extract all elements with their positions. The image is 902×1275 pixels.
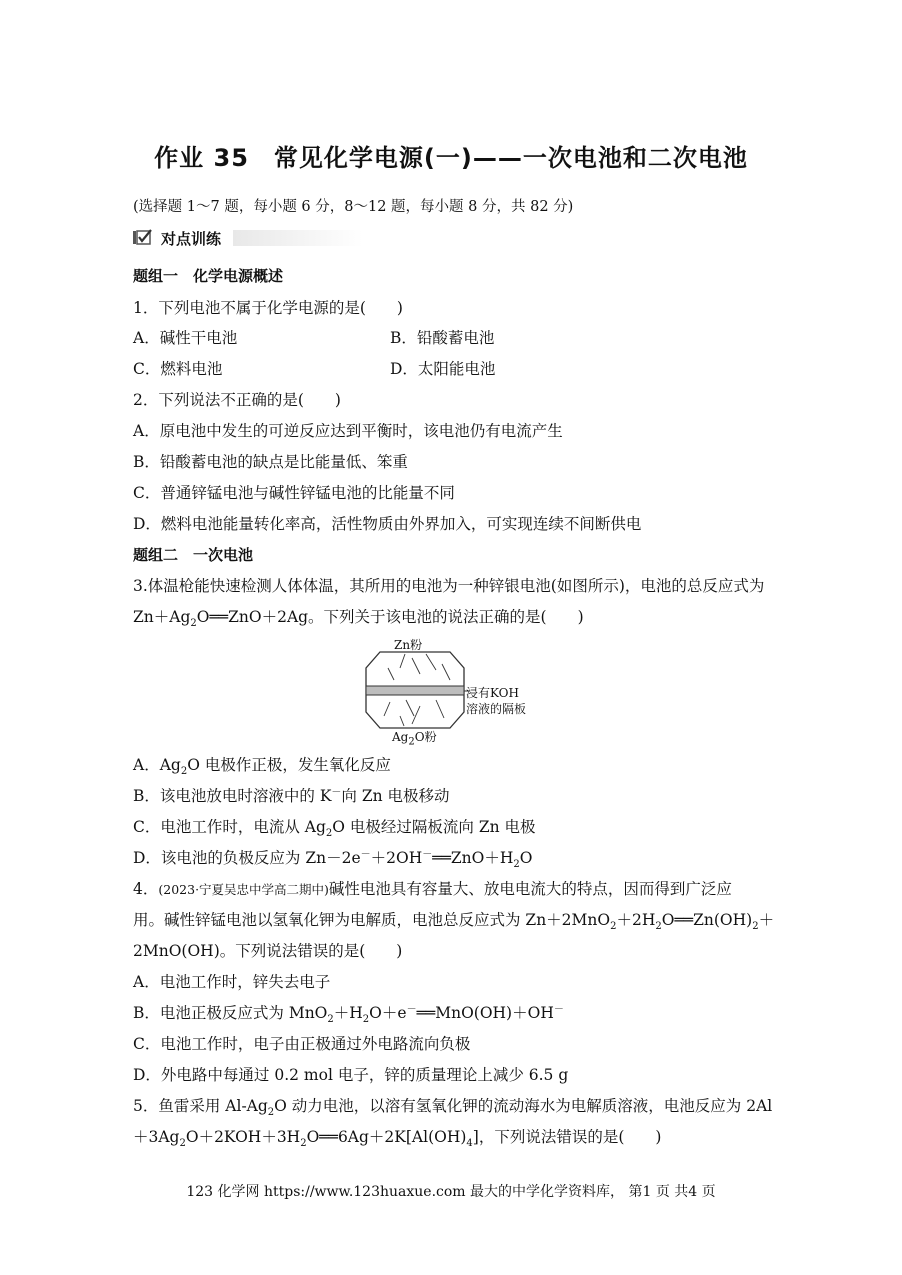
page-title: 作业 35 常见化学电源(一)——一次电池和二次电池 [154, 144, 748, 172]
q3-option-d: D．该电池的负极反应为 $Zn-2e^-+2OH^-══ZnO+H_2O$ [133, 848, 533, 871]
section-badge [133, 228, 263, 248]
checkmark-icon [133, 229, 153, 245]
group-heading-1: 题组一 化学电源概述 [133, 267, 284, 285]
figure-label-ag2o: $Ag_2O$粉 [392, 730, 437, 748]
q1-option-d: D．太阳能电池 [390, 360, 496, 378]
figure-label-separator-2: 溶液的隔板 [466, 702, 527, 716]
q3-option-a: A．$Ag_2O$ 电极作正极，发生氧化反应 [133, 756, 391, 778]
group-heading-2: 题组二 一次电池 [133, 546, 254, 564]
figure-label-separator-1: 浸有KOH [466, 686, 519, 700]
q1-option-a: A．碱性干电池 [133, 329, 238, 347]
q4-option-c: C．电池工作时，电子由正极通过外电路流向负极 [133, 1035, 471, 1053]
q4-source: (2023·宁夏吴忠中学高二期中) [158, 882, 329, 897]
q4-option-d: D．外电路中每通过 0.2 mol 电子，锌的质量理论上减少 6.5 g [133, 1066, 569, 1084]
battery-diagram [360, 650, 470, 730]
q2-stem: 2．下列说法不正确的是( ) [133, 391, 341, 409]
q4-option-a: A．电池工作时，锌失去电子 [133, 973, 331, 991]
figure-label-zn: Zn粉 [394, 638, 423, 652]
badge-shade [233, 230, 363, 246]
q4-stem-line2: 用。碱性锌锰电池以氢氧化钾为电解质，电池总反应式为 $Zn+2MnO_2+2H_2O══Zn(OH)_2+$ [133, 911, 775, 933]
q4-stem-line1: 4．(2023·宁夏吴忠中学高二期中)碱性电池具有容量大、放电电流大的特点，因而得到广泛应 [133, 880, 732, 898]
q1-stem: 1．下列电池不属于化学电源的是( ) [133, 299, 403, 317]
q2-option-a: A．原电池中发生的可逆反应达到平衡时，该电池仍有电流产生 [133, 422, 563, 440]
q5-stem-line2: $+3Ag_2O+2KOH+3H_2O══6Ag+2K[Al(OH)_4]$，下列说法错误的是( ) [133, 1128, 662, 1150]
page-footer: 123 化学网 https://www.123huaxue.com 最大的中学化学资料库， 第1 页 共4 页 [186, 1184, 716, 1200]
battery-figure [360, 636, 560, 746]
q2-option-b: B．铅酸蓄电池的缺点是比能量低、笨重 [133, 453, 408, 471]
q1-option-c: C．燃料电池 [133, 360, 223, 378]
score-note: (选择题 1～7 题，每小题 6 分，8～12 题，每小题 8 分，共 82 分) [133, 199, 574, 215]
q3-option-b: B．该电池放电时溶液中的 K－向 Zn 电极移动 [133, 786, 450, 805]
q3-stem-line1: 3.体温枪能快速检测人体体温，其所用的电池为一种锌银电池(如图所示)，电池的总反应式为 [133, 577, 765, 595]
q3-stem-line2: $Zn+Ag_2O══ZnO+2Ag$。下列关于该电池的说法正确的是( ) [133, 608, 584, 630]
q1-option-b: B．铅酸蓄电池 [390, 329, 495, 347]
q2-option-d: D．燃料电池能量转化率高，活性物质由外界加入，可实现连续不间断供电 [133, 515, 642, 533]
q2-option-c: C．普通锌锰电池与碱性锌锰电池的比能量不同 [133, 484, 455, 502]
q4-stem-line3: 2MnO(OH)。下列说法错误的是( ) [133, 942, 403, 960]
q4-option-b: B．电池正极反应式为 $MnO_2+H_2O+e^-══MnO(OH)+OH^-$ [133, 1003, 564, 1026]
q5-stem-line1: 5．鱼雷采用 $Al-Ag_2O$ 动力电池，以溶有氢氧化钾的流动海水为电解质溶液，电池反应为 2Al [133, 1097, 773, 1119]
section-badge-label: 对点训练 [161, 230, 222, 248]
q3-option-c: C．电池工作时，电流从 $Ag_2O$ 电极经过隔板流向 Zn 电极 [133, 818, 536, 840]
